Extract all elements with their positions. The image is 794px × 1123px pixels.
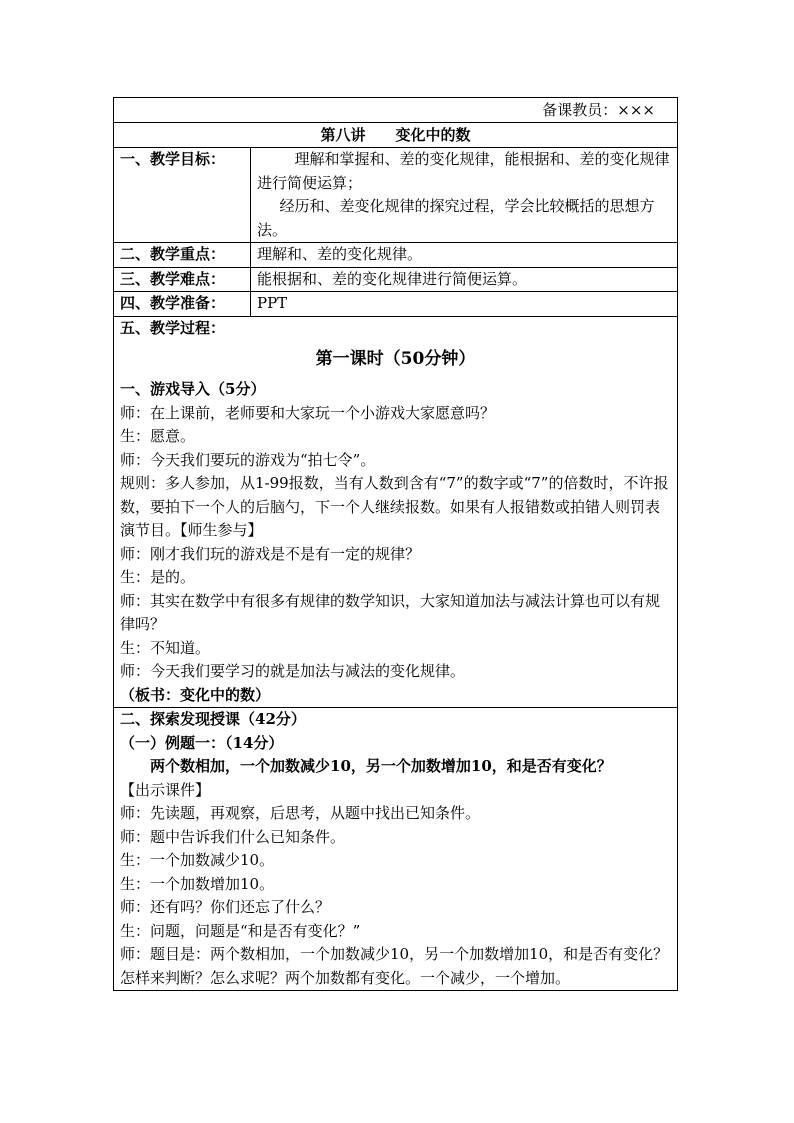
difficulties-row <box>114 267 678 292</box>
process-row <box>114 316 678 708</box>
objectives-content <box>251 148 678 243</box>
section1-title: 一、游戏导入（5分） <box>120 380 266 398</box>
key-points-row <box>114 243 678 268</box>
dialogue-line: 师：刚才我们玩的游戏是不是有一定的规律？ <box>120 544 421 563</box>
objective-line: 理解和掌握和、差的变化规律，能根据和、差的变化规律进行简便运算； <box>257 150 670 192</box>
board-note: （板书：变化中的数） <box>120 685 271 704</box>
objective-line: 经历和、差变化规律的探究过程，学会比较概括的思想方法。 <box>257 197 655 239</box>
dialogue-line: 师：今天我们要玩的游戏为“拍七令”。 <box>120 450 376 469</box>
dialogue-line: 生：是的。 <box>120 568 196 586</box>
example-title: （一）例题一：（14分） <box>120 733 284 752</box>
dialogue-line: 师：今天我们要学习的就是加法与减法的变化规律。 <box>120 662 466 680</box>
process-row-2 <box>114 708 678 991</box>
section2-title: 二、探索发现授课（42分） <box>120 710 306 728</box>
lesson-plan-table <box>113 97 678 991</box>
objectives-label: 一、教学目标： <box>114 148 251 243</box>
dialogue-line: 生：一个加数减少10。 <box>120 851 275 869</box>
title-row <box>114 123 678 148</box>
period-heading: 第一课时（50分钟） <box>315 349 476 369</box>
dialogue-line: 师：题目是：两个数相加，一个加数减少10，另一个加数增加10，和是否有变化？怎样来判断？怎么求呢？两个加数都有变化。一个减少，一个增加。 <box>120 945 669 987</box>
lesson-title <box>114 123 678 148</box>
dialogue-line: 师：在上课前，老师要和大家玩一个小游戏大家愿意吗？ <box>120 403 496 422</box>
lesson-number: 第八讲 <box>320 126 366 144</box>
dialogue-line: 生：问题，问题是“和是否有变化？” <box>120 921 361 940</box>
header-row <box>114 98 678 123</box>
preparation-row <box>114 292 678 317</box>
preparation-content: PPT <box>251 292 678 317</box>
dialogue-line: 师：先读题，再观察，后思考，从题中找出已知条件。 <box>120 804 481 822</box>
dialogue-line: 生：一个加数增加10。 <box>120 874 275 893</box>
lesson-plan <box>113 97 677 991</box>
process-label: 五、教学过程： <box>120 318 226 337</box>
example-question: 两个数相加，一个加数减少10，另一个加数增加10，和是否有变化？ <box>150 757 612 775</box>
dialogue-line: 生：不知道。 <box>120 638 211 657</box>
process-section-1 <box>114 316 678 708</box>
lesson-topic: 变化中的数 <box>395 126 471 144</box>
objectives-row <box>114 148 678 243</box>
dialogue-line: 生：愿意。 <box>120 427 196 445</box>
key-points-label: 二、教学重点： <box>114 243 251 268</box>
dialogue-line: 【出示课件】 <box>120 780 211 799</box>
difficulties-label: 三、教学难点： <box>114 267 251 292</box>
dialogue-line: 师：其实在数学中有很多有规律的数学知识，大家知道加法与减法计算也可以有规律吗？ <box>120 591 661 633</box>
difficulties-content: 能根据和、差的变化规律进行简便运算。 <box>251 267 678 292</box>
rules-paragraph: 规则：多人参加，从1-99报数，当有人数到含有“7”的数字或“7”的倍数时，不许报数，要拍下一个人的后脑勺，下一个人继续报数。如果有人报错数或拍错人则罚表演节目。【师生参与】 <box>120 474 669 539</box>
process-section-2 <box>114 708 678 991</box>
key-points-content: 理解和、差的变化规律。 <box>251 243 678 268</box>
teacher-label: 备课教员：××× <box>114 98 678 123</box>
dialogue-line: 师：还有吗？你们还忘了什么？ <box>120 898 331 916</box>
preparation-label: 四、教学准备： <box>114 292 251 317</box>
dialogue-line: 师：题中告诉我们什么已知条件。 <box>120 827 346 846</box>
